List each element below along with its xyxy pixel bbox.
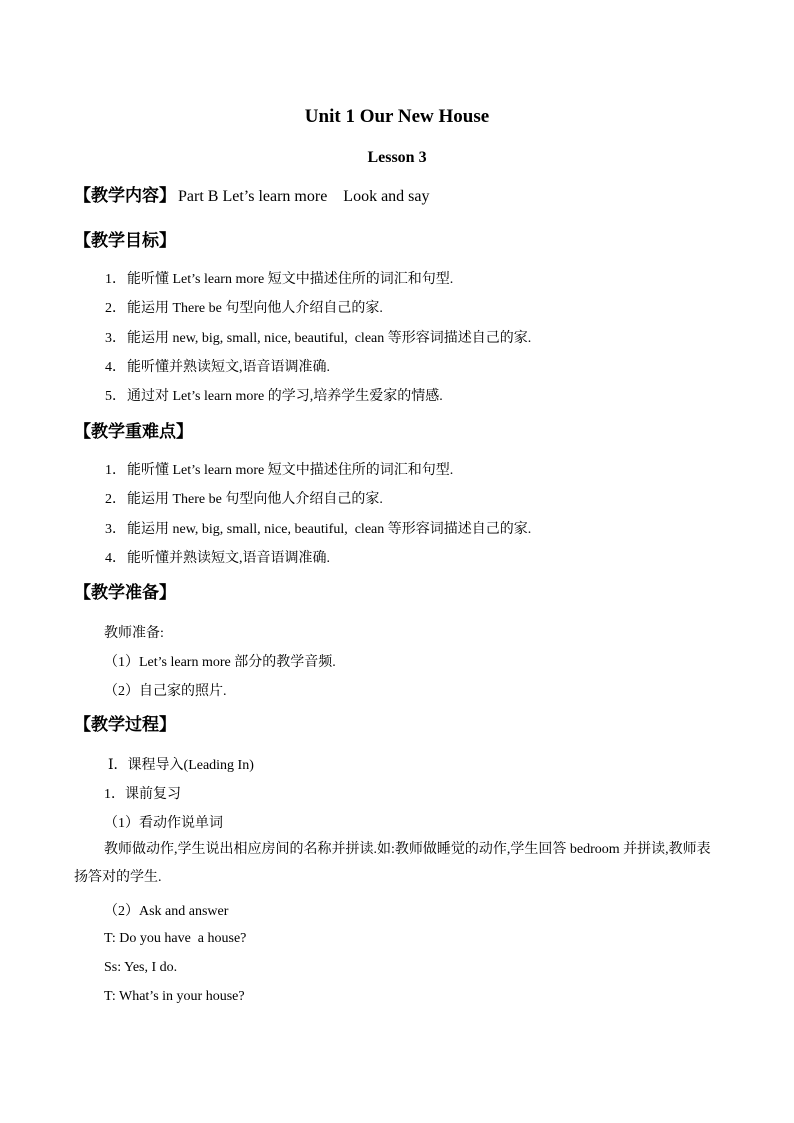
- objective-item: [105, 297, 383, 317]
- dialogue-line: T: What’s in your house?: [104, 989, 245, 1004]
- objective-num: 3．: [105, 331, 126, 346]
- key-points-heading: 【教学重难点】: [74, 422, 193, 441]
- key-point-num: 2．: [105, 492, 126, 507]
- dialogue-line: Ss: Yes, I do.: [104, 960, 178, 975]
- objective-text: 能运用 new, big, small, nice, beautiful, clean 等形容词描述自己的家.: [127, 331, 532, 346]
- key-point-item: [105, 459, 453, 479]
- content-text: Part B Let’s learn more Look and say: [178, 188, 430, 205]
- objective-text: 能听懂 Let’s learn more 短文中描述住所的词汇和句型.: [127, 272, 454, 287]
- objective-item: [105, 385, 443, 405]
- process-paragraph: 教师做动作,学生说出相应房间的名称并拼读.如:教师做睡觉的动作,学生回答 bedroom 并拼读,教师表扬答对的学生.: [74, 842, 711, 885]
- lesson-title: Lesson 3: [367, 149, 427, 166]
- objective-item: [105, 356, 330, 376]
- key-point-text: 能听懂并熟读短文,语音语调准确.: [127, 551, 330, 566]
- content-heading: [74, 181, 430, 206]
- objective-item: [105, 327, 531, 347]
- key-point-item: [105, 488, 383, 508]
- key-point-text: 能运用 There be 句型向他人介绍自己的家.: [127, 492, 383, 507]
- objective-text: 能运用 There be 句型向他人介绍自己的家.: [127, 301, 383, 316]
- process-subitem: （1）看动作说单词: [104, 816, 223, 831]
- key-point-text: 能听懂 Let’s learn more 短文中描述住所的词汇和句型.: [127, 463, 454, 478]
- key-point-item: [105, 547, 330, 567]
- preparation-heading: 【教学准备】: [74, 583, 176, 602]
- objective-num: 4．: [105, 360, 126, 375]
- preparation-item: （2）自己家的照片.: [104, 684, 227, 699]
- key-point-num: 4．: [105, 551, 126, 566]
- key-point-text: 能运用 new, big, small, nice, beautiful, clean 等形容词描述自己的家.: [127, 522, 532, 537]
- process-heading: 【教学过程】: [74, 715, 176, 734]
- process-subheading: 1．课前复习: [104, 787, 181, 802]
- process-subitem: （2）Ask and answer: [104, 904, 229, 919]
- objective-num: 2．: [105, 301, 126, 316]
- objectives-heading: 【教学目标】: [74, 231, 176, 250]
- key-point-num: 3．: [105, 522, 126, 537]
- objective-text: 通过对 Let’s learn more 的学习,培养学生爱家的情感.: [127, 389, 443, 404]
- process-step: Ⅰ．课程导入(Leading In): [108, 758, 254, 773]
- key-point-num: 1．: [105, 463, 126, 478]
- dialogue-line: T: Do you have a house?: [104, 931, 247, 946]
- content-heading-label: 【教学内容】: [74, 186, 176, 205]
- document-title: Unit 1 Our New House: [304, 106, 490, 127]
- key-point-item: [105, 518, 531, 538]
- objective-text: 能听懂并熟读短文,语音语调准确.: [127, 360, 330, 375]
- objective-num: 5．: [105, 389, 126, 404]
- objective-item: [105, 268, 453, 288]
- preparation-intro: 教师准备:: [104, 626, 164, 641]
- preparation-item: （1）Let’s learn more 部分的教学音频.: [104, 655, 336, 670]
- objective-num: 1．: [105, 272, 126, 287]
